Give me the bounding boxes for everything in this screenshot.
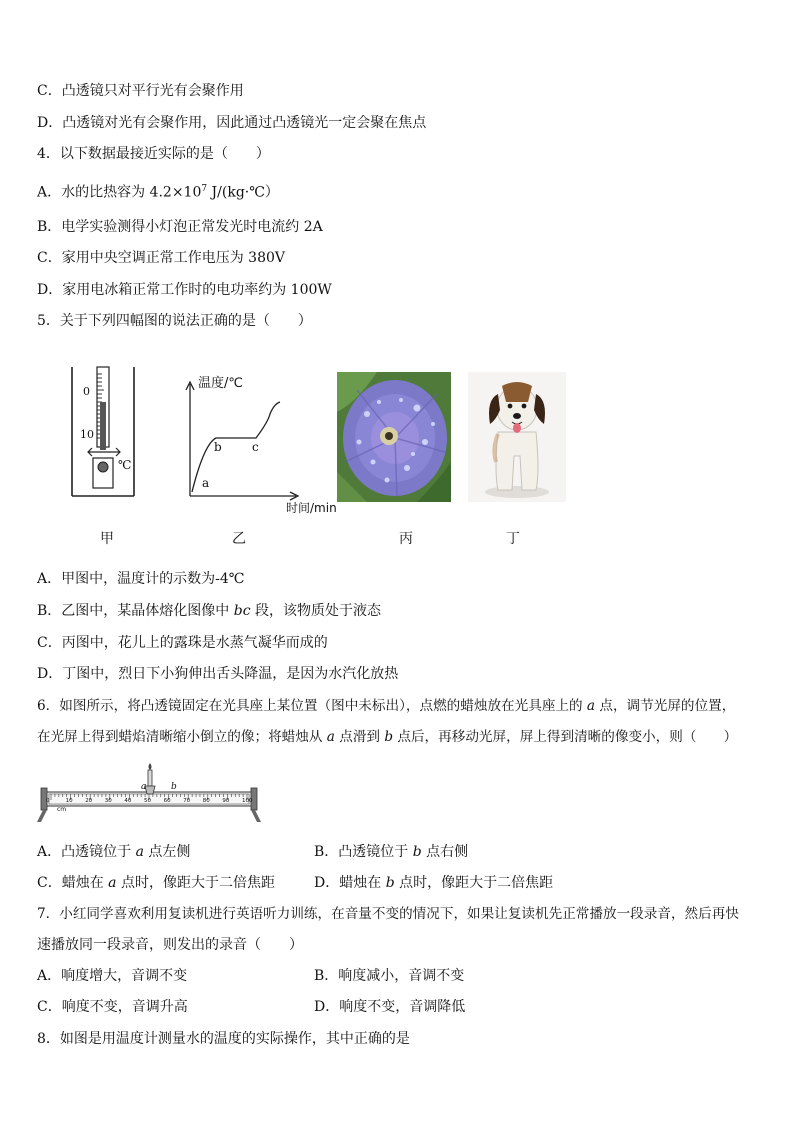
bench-tick-label: 40 xyxy=(124,798,132,804)
q4-option-a xyxy=(37,180,279,202)
q7-stem-line1: 7．小红同学喜欢利用复读机进行英语听力训练，在音量不变的情况下，如果让复读机先正常播放一段录音，然后再快 xyxy=(37,906,739,922)
figure-bing-caption: 丙 xyxy=(399,531,413,547)
q6-stem-line2 xyxy=(37,728,737,746)
thermometer-tick-0: 0 xyxy=(83,385,90,398)
q4-option-a-pre: A．水的比热容为 4.2×10 xyxy=(37,184,202,201)
melting-graph-point-a: a xyxy=(202,476,210,490)
q6-stem1-var: a xyxy=(586,698,596,714)
q4-option-d: D．家用电冰箱正常工作时的电功率约为 100W xyxy=(37,282,332,298)
q5-option-b-var: bc xyxy=(233,603,251,619)
q6-stem2-var2: b xyxy=(384,729,394,745)
melting-graph-point-b: b xyxy=(214,440,222,454)
bench-tick-label: 60 xyxy=(163,798,171,804)
q6-option-b-var: b xyxy=(412,844,422,860)
q6-stem1-pre: 6．如图所示，将凸透镜固定在光具座上某位置（图中未标出），点燃的蜡烛放在光具座上的 xyxy=(37,698,587,714)
figure-bing-flower-photo xyxy=(337,372,451,502)
q6-option-b xyxy=(314,843,468,861)
figure-ding-puppy-photo xyxy=(468,372,566,502)
q3-option-d: D．凸透镜对光有会聚作用，因此通过凸透镜光一定会聚在焦点 xyxy=(37,115,427,131)
q6-option-d-pre: D．蜡烛在 xyxy=(314,875,386,891)
q6-stem2-post: 点后，再移动光屏，屏上得到清晰的像变小，则（ ） xyxy=(393,729,738,745)
q6-option-a-pre: A．凸透镜位于 xyxy=(37,844,136,860)
q6-option-c xyxy=(37,874,275,892)
bench-tick-label: 100 xyxy=(242,798,253,804)
q4-option-a-post: J/(kg·℃） xyxy=(207,184,279,201)
q6-option-a-post: 点左侧 xyxy=(143,844,191,860)
q4-option-a-exponent: 7 xyxy=(201,184,208,194)
q6-option-b-post: 点右侧 xyxy=(421,844,469,860)
bench-unit: cm xyxy=(57,806,67,813)
figure-jia-caption: 甲 xyxy=(100,531,114,547)
bench-tick-label: 10 xyxy=(65,798,73,804)
q6-stem2-var1: a xyxy=(326,729,335,745)
bench-tick-label: 20 xyxy=(85,798,93,804)
bench-label-b: b xyxy=(171,782,177,792)
q5-option-a: A．甲图中，温度计的示数为-4℃ xyxy=(37,571,245,587)
thermometer-tick-10: 10 xyxy=(80,428,94,441)
q6-option-d-var: b xyxy=(385,875,395,891)
bench-label-a: a xyxy=(141,782,147,792)
figure-jia-thermometer xyxy=(62,362,144,502)
melting-graph-x-label: 时间/min xyxy=(286,501,337,515)
q6-option-c-pre: C．蜡烛在 xyxy=(37,875,109,891)
bench-tick-label: 80 xyxy=(202,798,210,804)
q7-option-c: C．响度不变，音调升高 xyxy=(37,999,188,1015)
q6-stem-line1 xyxy=(37,697,735,715)
q5-option-b xyxy=(37,602,381,620)
q4-stem: 4．以下数据最接近实际的是（ ） xyxy=(37,146,270,162)
q5-option-d: D．丁图中，烈日下小狗伸出舌头降温，是因为水汽化放热 xyxy=(37,666,399,682)
bench-tick-label: 0 xyxy=(46,798,50,804)
melting-graph-drawing xyxy=(178,372,346,518)
q6-option-a-var: a xyxy=(135,844,144,860)
q6-option-a xyxy=(37,843,190,861)
q4-option-b: B．电学实验测得小灯泡正常发光时电流约 2A xyxy=(37,219,323,235)
bench-tick-label: 50 xyxy=(144,798,151,804)
q6-option-b-pre: B．凸透镜位于 xyxy=(314,844,413,860)
thermometer-drawing xyxy=(62,362,144,502)
figure-optical-bench xyxy=(37,758,261,826)
q6-stem1-post: 点，调节光屏的位置， xyxy=(595,698,736,714)
q8-stem: 8．如图是用温度计测量水的温度的实际操作，其中正确的是 xyxy=(37,1031,410,1047)
q4-option-c: C．家用中央空调正常工作电压为 380V xyxy=(37,250,285,266)
figure-yi-melting-graph xyxy=(178,372,346,518)
puppy-photo-drawing xyxy=(468,372,566,502)
q6-stem2-pre: 在光屏上得到蜡焰清晰缩小倒立的像；将蜡烛从 xyxy=(37,729,327,745)
q7-option-d: D．响度不变，音调降低 xyxy=(314,999,466,1015)
q7-option-a: A．响度增大，音调不变 xyxy=(37,968,188,984)
q6-option-d-post: 点时，像距大于二倍焦距 xyxy=(394,875,554,891)
melting-graph-y-label: 温度/℃ xyxy=(198,376,243,391)
flower-photo-drawing xyxy=(337,372,451,502)
figure-ding-caption: 丁 xyxy=(506,531,520,547)
q7-option-b: B．响度减小，音调不变 xyxy=(314,968,465,984)
q5-stem: 5．关于下列四幅图的说法正确的是（ ） xyxy=(37,313,312,329)
q6-stem2-mid: 点滑到 xyxy=(334,729,385,745)
q6-option-c-var: a xyxy=(108,875,117,891)
figure-yi-caption: 乙 xyxy=(232,531,246,547)
q5-option-c: C．丙图中，花儿上的露珠是水蒸气凝华而成的 xyxy=(37,635,328,651)
optical-bench-drawing xyxy=(37,758,261,826)
thermometer-unit: ℃ xyxy=(118,458,132,472)
bench-tick-label: 70 xyxy=(183,798,191,804)
q5-option-b-pre: B．乙图中，某晶体熔化图像中 xyxy=(37,603,234,619)
bench-tick-label: 30 xyxy=(104,798,112,804)
melting-graph-point-c: c xyxy=(252,440,259,454)
q5-option-b-post: 段，该物质处于液态 xyxy=(250,603,382,619)
q3-option-c: C．凸透镜只对平行光有会聚作用 xyxy=(37,83,244,99)
q7-stem-line2: 速播放同一段录音，则发出的录音（ ） xyxy=(37,937,303,953)
bench-tick-label: 90 xyxy=(222,798,230,804)
q6-option-c-post: 点时，像距大于二倍焦距 xyxy=(116,875,275,891)
q6-option-d xyxy=(314,874,553,892)
